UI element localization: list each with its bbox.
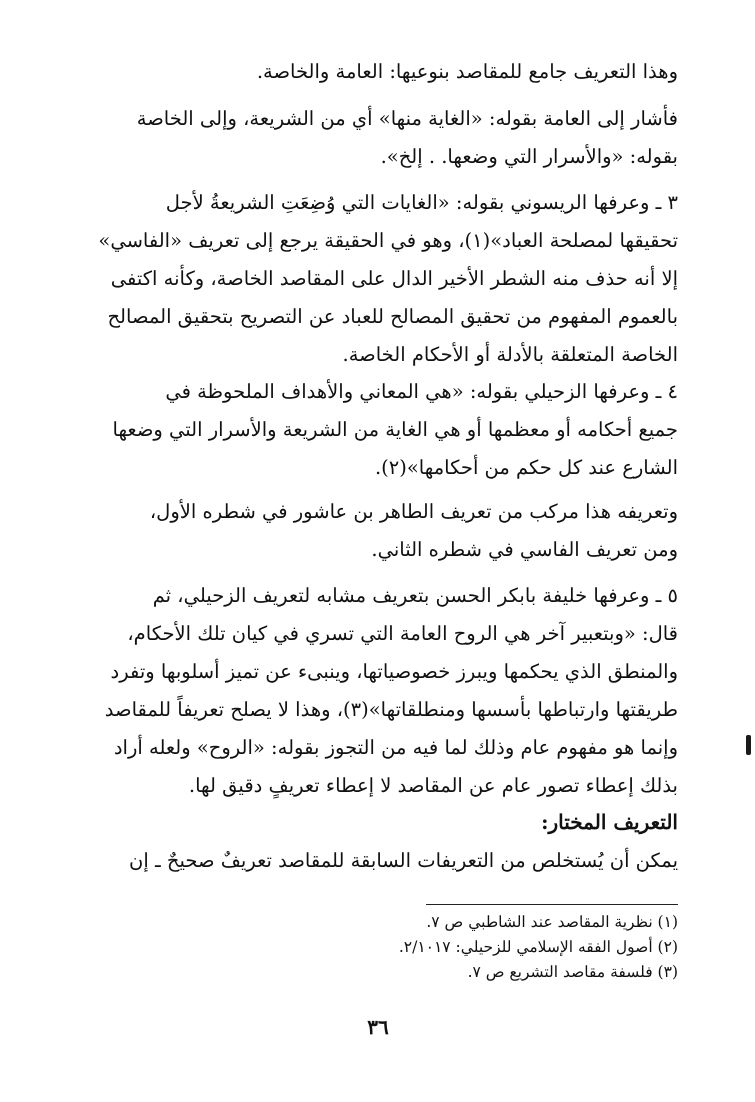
- text-line: وتعريفه هذا مركب من تعريف الطاهر بن عاشور في شطره الأول،: [149, 500, 678, 523]
- text-line: تحقيقها لمصلحة العباد»(١)، وهو في الحقيقة يرجع إلى تعريف «الفاسي»: [98, 229, 678, 252]
- paragraph-2: [78, 100, 678, 176]
- text-line: طريقتها وارتباطها بأسسها ومنطلقاتها»(٣)، وهذا لا يصلح تعريفاً للمقاصد: [104, 698, 678, 721]
- footnote-divider: [426, 904, 678, 905]
- text-line: ومن تعريف الفاسي في شطره الثاني.: [371, 538, 678, 561]
- text-line: جميع أحكامه أو معظمها أو هي الغاية من الشريعة والأسرار التي وضعها: [112, 418, 678, 441]
- text-line: وإنما هو مفهوم عام وذلك لما فيه من التجوز بقوله: «الروح» ولعله أراد: [113, 736, 678, 759]
- text-line: يمكن أن يُستخلص من التعريفات السابقة للمقاصد تعريفٌ صحيحٌ ـ إن: [129, 849, 678, 872]
- text-line: بقوله: «والأسرار التي وضعها. . إلخ».: [380, 145, 678, 168]
- text-line: بذلك إعطاء تصور عام عن المقاصد لا إعطاء تعريفٍ دقيق لها.: [188, 774, 678, 797]
- text-line: بالعموم المفهوم من تحقيق المصالح للعباد عن التصريح بتحقيق المصالح: [107, 305, 678, 328]
- text-line: ٥ ـ وعرفها خليفة بابكر الحسن بتعريف مشابه لتعريف الزحيلي، ثم: [152, 584, 678, 607]
- paragraph-1: [78, 53, 678, 91]
- paragraph-5: [78, 493, 678, 569]
- footnote-item: (٢) أصول الفقه الإسلامي للزحيلي: ٢/١٠١٧.: [398, 938, 678, 956]
- footnotes-list: [78, 910, 678, 985]
- text-line: الخاصة المتعلقة بالأدلة أو الأحكام الخاصة.: [342, 343, 678, 366]
- text-line: وهذا التعريف جامع للمقاصد بنوعيها: العامة والخاصة.: [256, 60, 678, 83]
- text-line: الشارع عند كل حكم من أحكامها»(٢).: [374, 456, 678, 479]
- text-line: والمنطق الذي يحكمها ويبرز خصوصياتها، وينبىء عن تميز أسلوبها وتفرد: [110, 660, 678, 683]
- paragraph-3: [78, 184, 678, 374]
- margin-mark: [746, 735, 751, 755]
- text-line: ٤ ـ وعرفها الزحيلي بقوله: «هي المعاني والأهداف الملحوظة في: [165, 380, 678, 403]
- section-heading: التعريف المختار:: [541, 810, 678, 834]
- book-page: [78, 0, 678, 1102]
- text-line: فأشار إلى العامة بقوله: «الغاية منها» أي من الشريعة، وإلى الخاصة: [136, 107, 678, 130]
- text-line: ٣ ـ وعرفها الريسوني بقوله: «الغايات التي وُضِعَتِ الشريعةُ لأجل: [165, 191, 678, 214]
- footnote-item: (١) نظرية المقاصد عند الشاطبي ص ٧.: [426, 913, 678, 931]
- footnote-item: (٣) فلسفة مقاصد التشريع ص ٧.: [467, 963, 678, 981]
- page-number: ٣٦: [367, 1015, 389, 1039]
- text-line: إلا أنه حذف منه الشطر الأخير الدال على المقاصد الخاصة، وكأنه اكتفى: [110, 267, 678, 290]
- paragraph-4: [78, 373, 678, 487]
- text-line: قال: «وبتعبير آخر هي الروح العامة التي تسري في كيان تلك الأحكام،: [127, 622, 678, 645]
- paragraph-7: [78, 842, 678, 880]
- paragraph-6: [78, 577, 678, 805]
